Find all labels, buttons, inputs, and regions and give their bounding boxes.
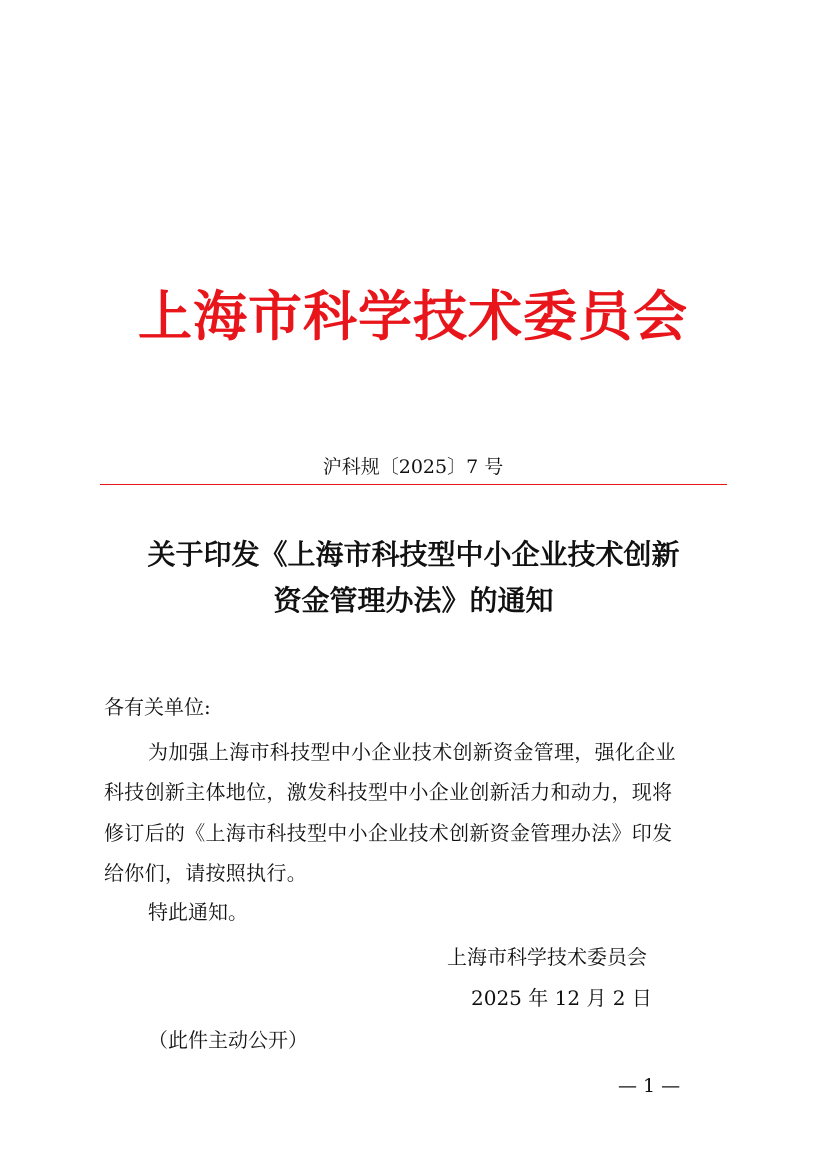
notice-title: [100, 532, 727, 624]
body-line-4: 给你们，请按照执行。: [104, 860, 307, 885]
document-number: 沪科规〔2025〕7 号: [322, 456, 504, 478]
notice-title-line-2: 资金管理办法》的通知: [273, 584, 554, 617]
masthead-title: 上海市科学技术委员会: [138, 284, 688, 348]
body-line-3: 修订后的《上海市科技型中小企业技术创新资金管理办法》印发: [104, 820, 673, 845]
notice-title-line-1: 关于印发《上海市科技型中小企业技术创新: [147, 538, 680, 571]
closing-remark: 特此通知。: [148, 900, 248, 924]
issue-date: 2025 年 12 月 2 日: [471, 986, 652, 1010]
body-paragraph: [104, 732, 726, 893]
salutation: 各有关单位:: [104, 695, 211, 719]
disclosure-note: （此件主动公开）: [148, 1028, 308, 1052]
red-divider-line: [100, 484, 727, 485]
body-line-1: 为加强上海市科技型中小企业技术创新资金管理，强化企业: [148, 740, 676, 764]
page-number: — 1 —: [618, 1075, 681, 1097]
issuer-signature: 上海市科学技术委员会: [447, 945, 647, 969]
body-line-2: 科技创新主体地位，激发科技型中小企业创新活力和动力，现将: [104, 780, 673, 805]
